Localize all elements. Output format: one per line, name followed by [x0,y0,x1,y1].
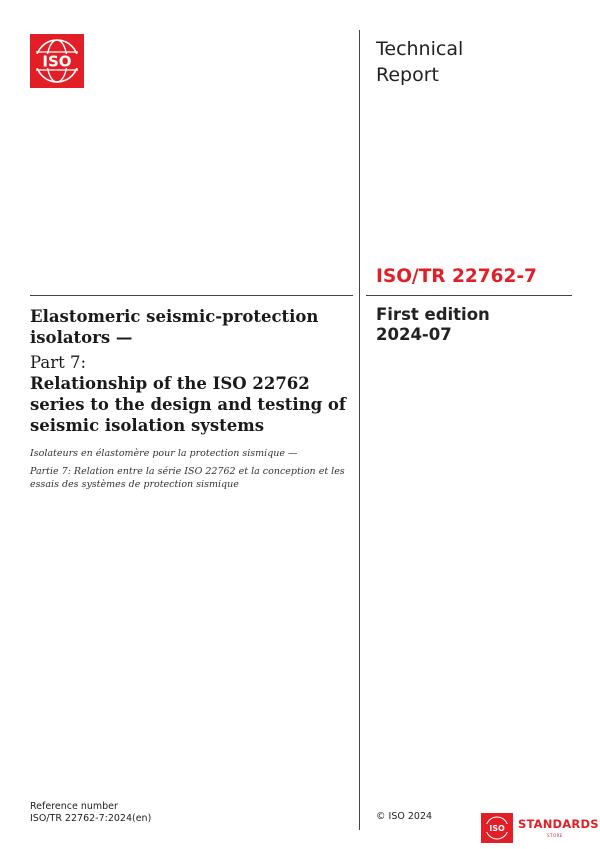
store-logo-mark [481,813,513,843]
doc-type-line2: Report [376,64,439,86]
edition-label: First edition [376,305,490,324]
edition-info [376,305,566,345]
part-title: Relationship of the ISO 22762 series to the design and testing of seismic isolation systems [30,374,347,435]
logo-text: ISO [42,52,72,71]
vertical-divider [359,30,360,830]
reference-number-block [30,801,151,825]
store-subtext: STORE [547,833,563,838]
french-main-title: Isolateurs en élastomère pour la protection sismique — [30,448,298,459]
document-type [376,36,566,88]
edition-date: 2024-07 [376,325,452,344]
title-block [30,306,352,491]
title-rule-right [366,295,572,296]
main-title: Elastomeric seismic-protection isolators — [30,307,319,347]
doc-type-line1: Technical [376,38,464,60]
store-wordmark: STANDARDS [518,817,599,831]
reference-number: ISO/TR 22762-7:2024(en) [30,813,152,824]
standards-store-badge [481,813,599,845]
title-rule-left [30,295,353,296]
store-mark-text: ISO [489,824,505,833]
document-number: ISO/TR 22762-7 [376,266,537,287]
reference-label: Reference number [30,801,118,812]
copyright: © ISO 2024 [376,811,433,822]
french-part-title: Partie 7: Relation entre la série ISO 22762 et la conception et les essais des systèmes de protection sismique [30,466,345,490]
store-globe-icon [483,815,511,841]
iso-globe-icon [32,36,82,86]
iso-logo [30,34,84,88]
part-label: Part 7: [30,353,87,372]
